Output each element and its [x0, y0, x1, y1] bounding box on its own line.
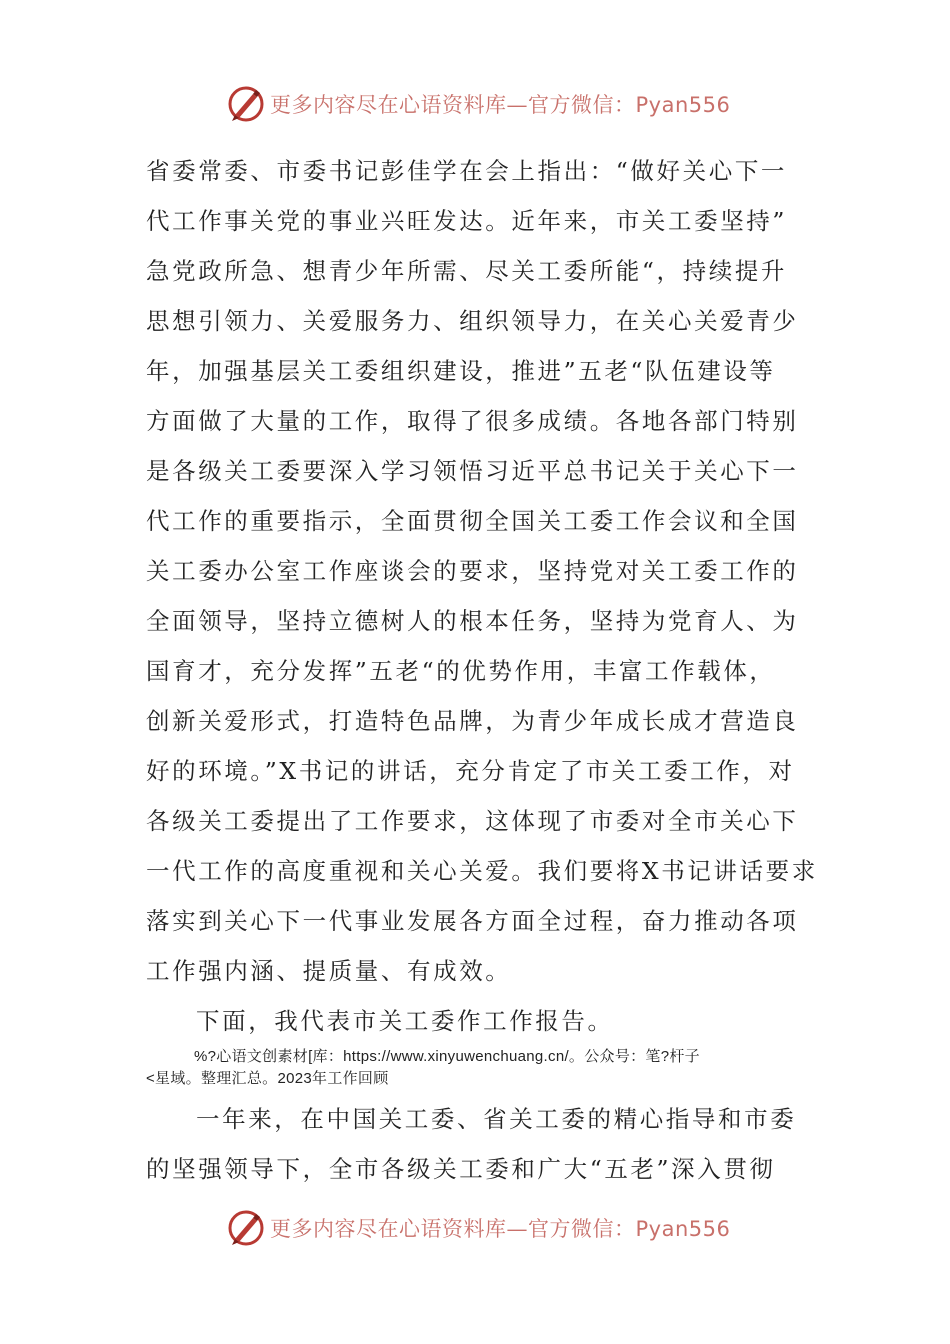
pen-logo-icon [226, 1208, 266, 1248]
footer-wechat-id: Pyan556 [635, 1217, 731, 1241]
pen-logo-icon [226, 84, 266, 124]
paragraph-report-intro [146, 996, 810, 1046]
text-line: 工作强内涵、提质量、有成效。 [146, 957, 512, 985]
text-line: 创新关爱形式，打造特色品牌，为青少年成长成才营造良 [146, 707, 799, 735]
text-line: 下面，我代表市关工委作工作报告。 [196, 1007, 614, 1035]
text-line: 各级关工委提出了工作要求，这体现了市委对全市关心下 [146, 807, 799, 835]
text-line: 好的环境。”X书记的讲话，充分肯定了市关工委工作，对 [146, 757, 795, 785]
header-wechat-id: Pyan556 [635, 93, 731, 117]
footer-banner [226, 1206, 731, 1250]
text-line: 全面领导，坚持立德树人的根本任务，坚持为党育人、为 [146, 607, 799, 635]
text-line: 代工作事关党的事业兴旺发达。近年来，市关工委坚持” [146, 207, 788, 235]
document-body [146, 146, 818, 1194]
text-line: 关工委办公室工作座谈会的要求，坚持党对关工委工作的 [146, 557, 799, 585]
text-line: 落实到关心下一代事业发展各方面全过程，奋力推动各项 [146, 907, 799, 935]
source-note-line: %?心语文创素材[库：https://www.xinyuwenchuang.cn/。公众号：笔?杆子 [194, 1048, 700, 1065]
text-line: 代工作的重要指示，全面贯彻全国关工委工作会议和全国 [146, 507, 799, 535]
source-note [146, 1046, 810, 1090]
paragraph-speech-quote [146, 146, 818, 996]
text-line: 的坚强领导下，全市各级关工委和广大“五老”深入贯彻 [146, 1155, 776, 1183]
text-line: 思想引领力、关爱服务力、组织领导力，在关心关爱青少 [146, 307, 799, 335]
source-note-line: <星域。整理汇总。2023年工作回顾 [146, 1070, 389, 1087]
header-banner [226, 82, 731, 126]
text-line: 年，加强基层关工委组织建设，推进”五老“队伍建设等 [146, 357, 776, 385]
text-line: 国育才，充分发挥”五老“的优势作用，丰富工作载体， [146, 657, 776, 685]
header-banner-text: 更多内容尽在心语资料库—官方微信：Pyan556 [270, 93, 731, 117]
text-line: 省委常委、市委书记彭佳学在会上指出：“做好关心下一 [146, 157, 788, 185]
footer-banner-text: 更多内容尽在心语资料库—官方微信：Pyan556 [270, 1217, 731, 1241]
text-line: 急党政所急、想青少年所需、尽关工委所能“，持续提升 [146, 257, 788, 285]
text-line: 一代工作的高度重视和关心关爱。我们要将X书记讲话要求 [146, 857, 818, 885]
text-line: 一年来，在中国关工委、省关工委的精心指导和市委 [196, 1105, 797, 1133]
paragraph-year-review [146, 1094, 810, 1194]
text-line: 方面做了大量的工作，取得了很多成绩。各地各部门特别 [146, 407, 799, 435]
text-line: 是各级关工委要深入学习领悟习近平总书记关于关心下一 [146, 457, 799, 485]
